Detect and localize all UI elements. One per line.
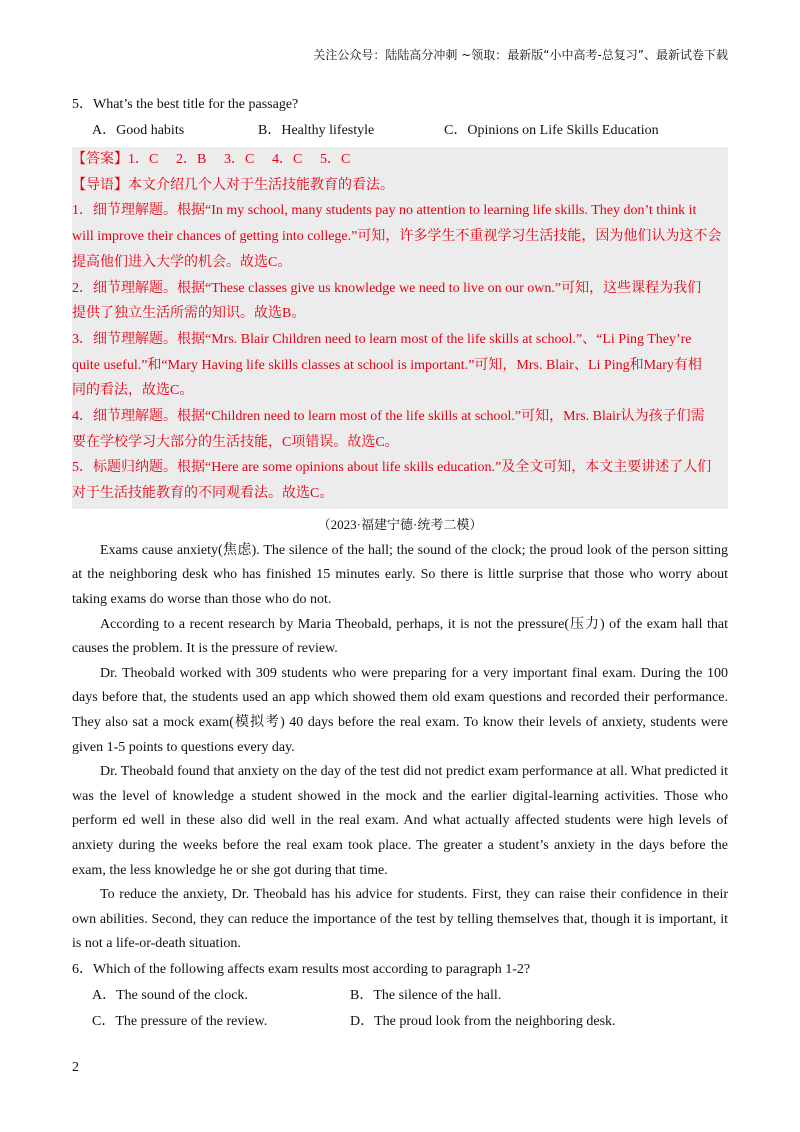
- explanation-line: 2．细节理解题。根据“These classes give us knowledge we need to live on our own.”可知，这些课程为我们: [72, 280, 702, 296]
- answer-item: 3．C: [224, 152, 255, 167]
- answer-item: 2．B: [176, 152, 207, 167]
- q6-option-c: C．The pressure of the review.: [92, 1013, 268, 1029]
- question-5-stem: 5．What’s the best title for the passage?: [72, 97, 299, 112]
- answer-row: [72, 147, 728, 173]
- passage-paragraph: To reduce the anxiety, Dr. Theobald has his advice for students. First, they can raise their confidence in their own abilities. Second, they can reduce the importance of the test by telling themselves that, though it is important, it is not a life-or-death situation.: [72, 887, 728, 952]
- explanation-line: 1．细节理解题。根据“In my school, many students pay no attention to learning life skills. They don’t think it: [72, 203, 697, 219]
- explanation-line: will improve their chances of getting into college.”可知，许多学生不重视学习生活技能，因为他们认为这不会: [72, 229, 722, 245]
- passage-paragraph: According to a recent research by Maria Theobald, perhaps, it is not the pressure(压力) of the exam hall that causes the problem. It is the pressure of review.: [72, 616, 728, 657]
- q5-option-b: B．Healthy lifestyle: [258, 123, 375, 138]
- answer-item: 5．C: [320, 152, 351, 167]
- explanation-line: 对于生活技能教育的不同观看法。故选C。: [72, 486, 334, 502]
- answer-item: 1．C: [128, 152, 159, 167]
- passage-source: （2023·福建宁德·统考二模）: [317, 516, 483, 532]
- page-content: [72, 92, 728, 1035]
- q6-option-b: B．The silence of the hall.: [350, 987, 502, 1003]
- answer-box: [72, 147, 728, 509]
- explanation-line: 提高他们进入大学的机会。故选C。: [72, 254, 292, 270]
- explanation-line: 3．细节理解题。根据“Mrs. Blair Children need to learn most of the life skills at school.”、“Li Ping They’re: [72, 331, 692, 347]
- explanation-line: 同的看法，故选C。: [72, 383, 194, 399]
- question-6-stem: 6．Which of the following affects exam results most according to paragraph 1-2?: [72, 961, 531, 977]
- passage-paragraph: Dr. Theobald worked with 309 students who were preparing for a very important final exam. During the 100 days before that, the students used an app which showed them old exam questions and recorded their performance. They also sat a mock exam(模拟考) 40 days before the real exam. To know their levels of anxiety, students were given 1-5 points to questions every day.: [72, 665, 728, 755]
- explanation-line: 提供了独立生活所需的知识。故选B。: [72, 306, 306, 322]
- page-header: 关注公众号：陆陆高分冲刺 ~领取：最新版“小中高考-总复习”、最新试卷下载: [313, 48, 728, 62]
- answer-label: 【答案】: [72, 152, 128, 167]
- passage-paragraph: Dr. Theobald found that anxiety on the day of the test did not predict exam performance at all. What predicted it was the level of knowledge a student showed in the mock and the earlier digital-learning activities. Those who perform ed well in these also did well in the real exam. And what actually affected students were high levels of anxiety during the weeks before the real exam took place. The greater a student’s anxiety in the days before the exam, the less knowledge he or she got during that time.: [72, 764, 728, 878]
- answer-guide: 【导语】本文介绍几个人对于生活技能教育的看法。: [72, 177, 394, 193]
- question-6-options-row2: [72, 1009, 728, 1035]
- q5-option-a: A．Good habits: [92, 123, 185, 138]
- explanation-line: 要在学校学习大部分的生活技能，C项错误。故选C。: [72, 434, 399, 450]
- question-5-options: [72, 118, 728, 144]
- q6-option-d: D．The proud look from the neighboring desk.: [350, 1013, 616, 1029]
- question-6-options-row1: [72, 983, 728, 1009]
- explanation-line: quite useful.”和“Mary Having life skills classes at school is important.”可知，Mrs. Blair、Li Ping和Mary有相: [72, 357, 702, 373]
- answer-item: 4．C: [272, 152, 303, 167]
- explanation-line: 5．标题归纳题。根据“Here are some opinions about life skills education.”及全文可知，本文主要讲述了人们: [72, 460, 712, 476]
- page-number: 2: [72, 1060, 79, 1075]
- explanation-line: 4．细节理解题。根据“Children need to learn most of the life skills at school.”可知，Mrs. Blair认为孩子们需: [72, 409, 705, 425]
- q6-option-a: A．The sound of the clock.: [92, 987, 248, 1003]
- q5-option-c: C．Opinions on Life Skills Education: [444, 123, 659, 138]
- passage-paragraph: Exams cause anxiety(焦虑). The silence of the hall; the sound of the clock; the proud look of the person sitting at the neighboring desk who has finished 15 minutes early. So there is little surprise that those who worry about taking exams do worse than those who do not.: [72, 542, 728, 608]
